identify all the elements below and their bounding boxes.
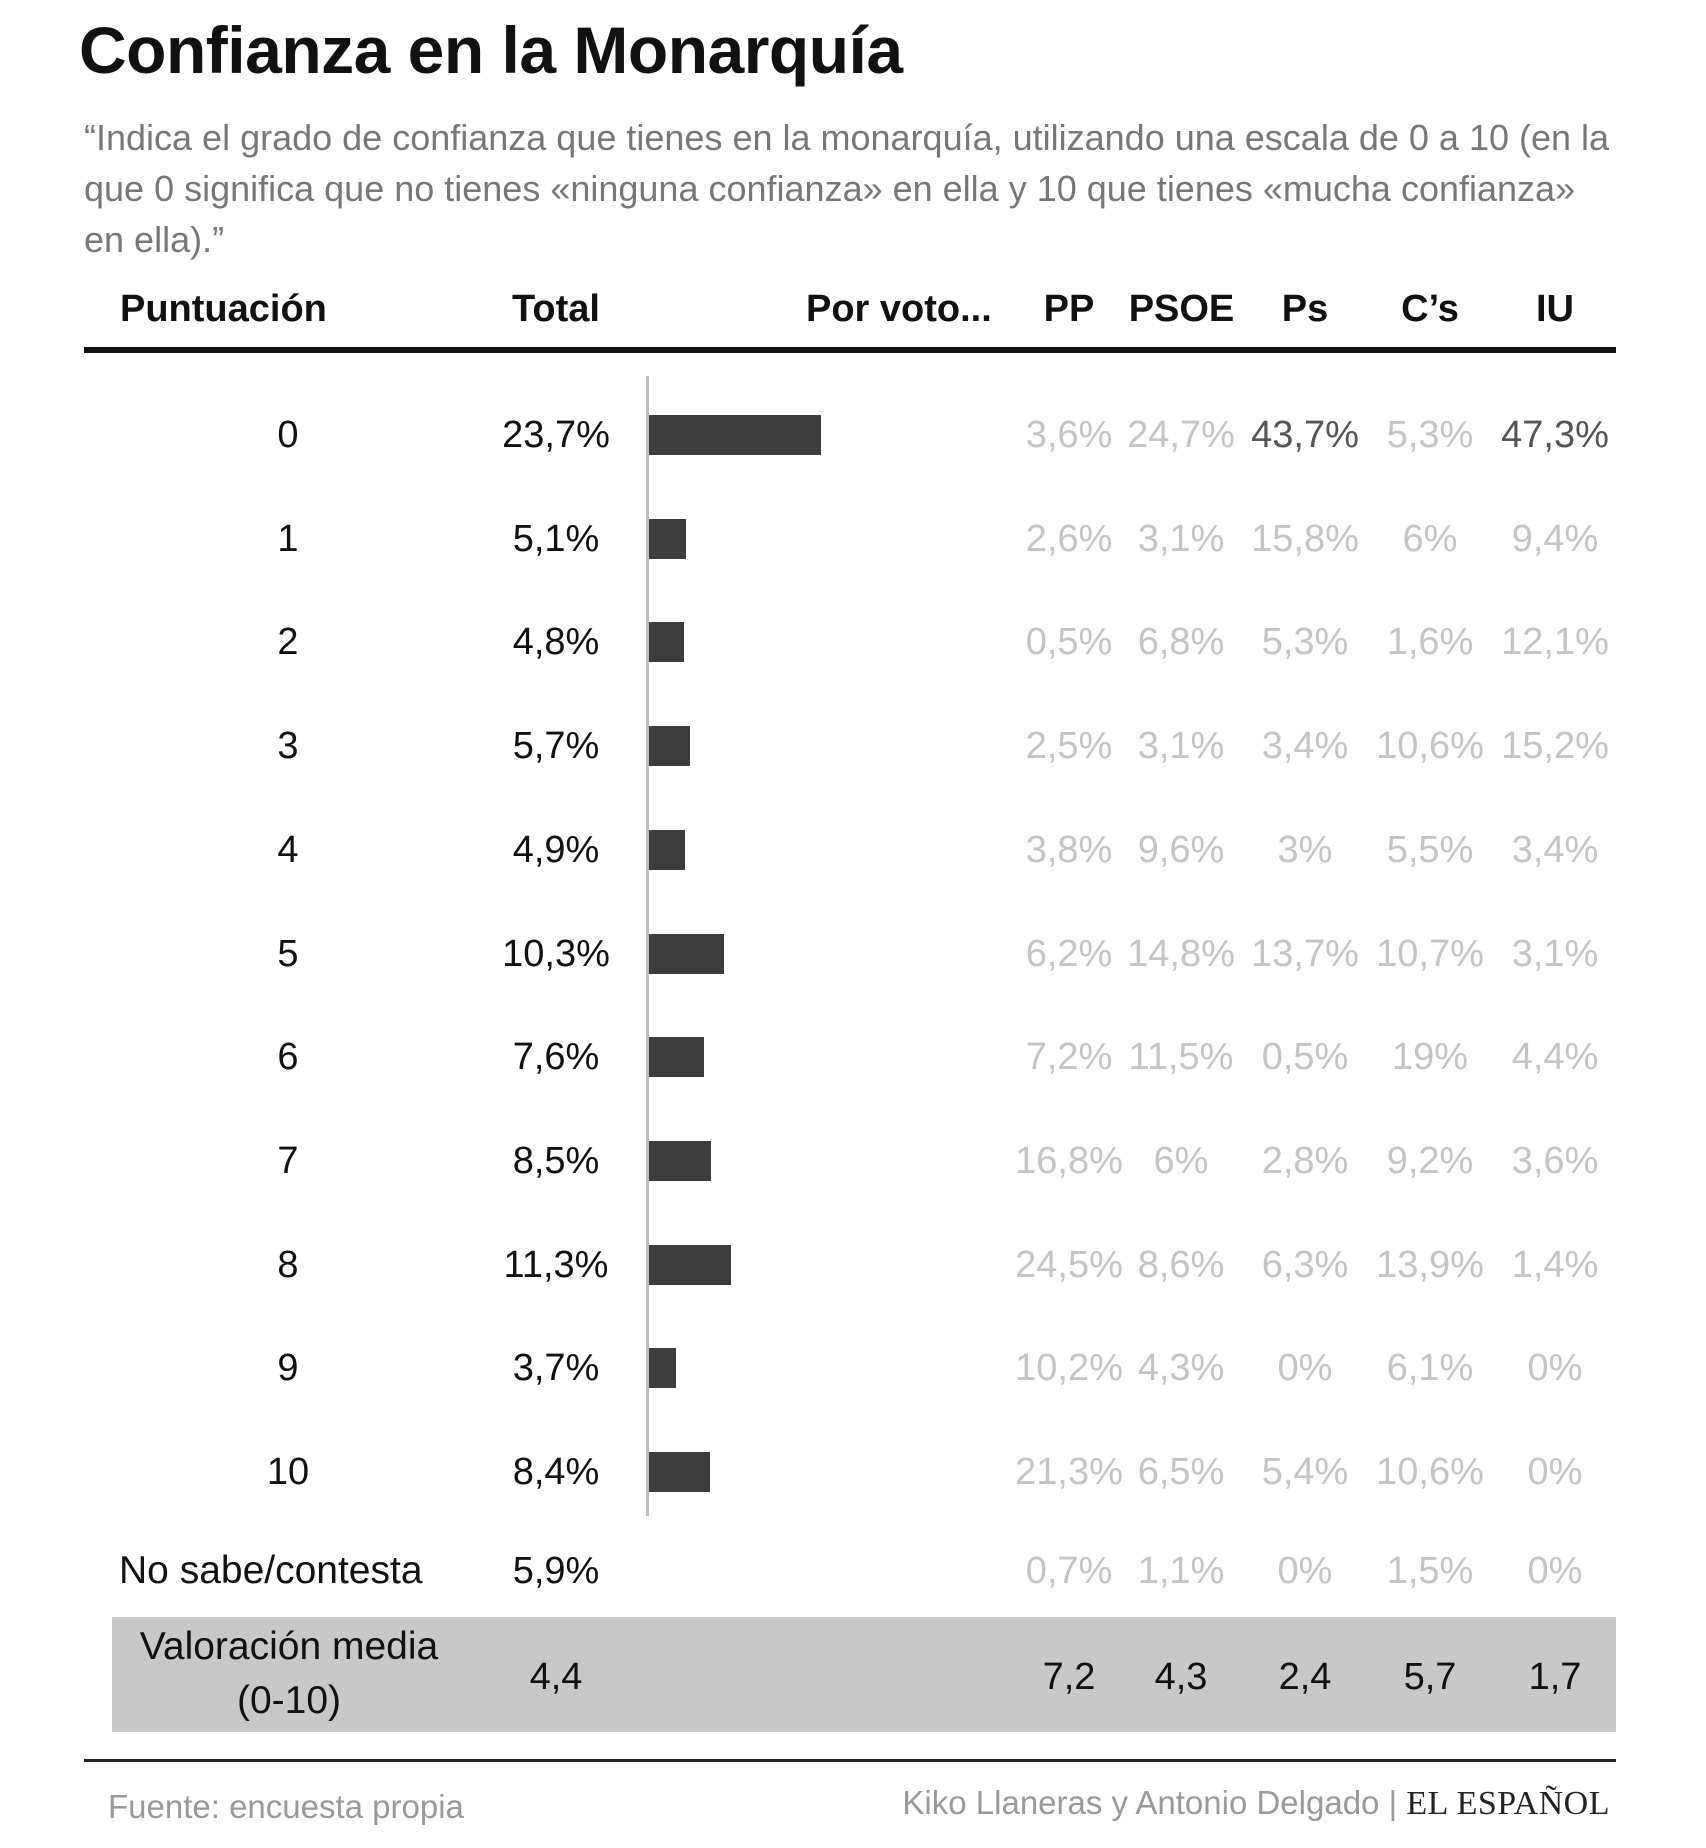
nsnc-row: [0, 1541, 1706, 1601]
party-value-iu: 0%: [1527, 1451, 1583, 1493]
table-row: [0, 1235, 1706, 1295]
bar: [649, 1141, 711, 1181]
nsnc-total: 5,9%: [512, 1550, 600, 1592]
source-note: Fuente: encuesta propia: [108, 1788, 464, 1825]
score-label: 1: [277, 518, 299, 560]
party-value-pp: 24,5%: [1015, 1244, 1123, 1286]
party-value-psoe: 3,1%: [1137, 518, 1225, 560]
bar: [649, 622, 684, 662]
table-row: [0, 716, 1706, 776]
party-value-iu: 12,1%: [1501, 621, 1609, 663]
party-value-pp: 2,5%: [1025, 725, 1113, 767]
bar: [649, 1452, 710, 1492]
credits: [902, 1784, 1610, 1823]
score-label: 7: [277, 1140, 299, 1182]
bar: [649, 1037, 704, 1077]
party-value-pp: 2,6%: [1025, 518, 1113, 560]
bar: [649, 519, 686, 559]
average-label-line2: (0-10): [236, 1679, 342, 1722]
party-value-psoe: 24,7%: [1127, 414, 1235, 456]
party-value-ps: 6,3%: [1261, 1244, 1349, 1286]
authors: Kiko Llaneras y Antonio Delgado |: [902, 1784, 1398, 1821]
total-value: 5,7%: [512, 725, 600, 767]
header-iu: IU: [1536, 288, 1574, 330]
header-by-vote: Por voto...: [806, 288, 992, 330]
party-value-cs: 5,3%: [1386, 414, 1474, 456]
party-value-iu: 0%: [1527, 1347, 1583, 1389]
chart-subtitle: “Indica el grado de confianza que tienes en la monarquía, utilizando una escala de 0 a 10 (en la que 0 significa que no tienes «ninguna confianza» en ella y 10 que tienes «mucha confianza» en ella).”: [84, 117, 1610, 260]
table-row: [0, 1131, 1706, 1191]
table-row: [0, 924, 1706, 984]
party-value-psoe: 11,5%: [1128, 1036, 1234, 1078]
average-iu: 1,7: [1528, 1656, 1582, 1698]
score-label: 3: [277, 725, 299, 767]
bar: [649, 1348, 676, 1388]
party-value-ps: 5,3%: [1261, 621, 1349, 663]
party-value-cs: 10,7%: [1376, 933, 1484, 975]
party-value-ps: 13,7%: [1251, 933, 1359, 975]
bar: [649, 726, 690, 766]
total-value: 4,8%: [512, 621, 600, 663]
footer-rule: [84, 1759, 1616, 1762]
party-value-ps: 15,8%: [1251, 518, 1359, 560]
party-value-psoe: 6,5%: [1137, 1451, 1225, 1493]
party-value-cs: 6,1%: [1386, 1347, 1474, 1389]
total-value: 7,6%: [512, 1036, 600, 1078]
brand-logo: EL ESPAÑOL: [1406, 1785, 1610, 1822]
average-label-line1: Valoración media: [139, 1625, 439, 1668]
nsnc-ps: 0%: [1277, 1550, 1333, 1592]
party-value-iu: 47,3%: [1501, 414, 1609, 456]
party-value-pp: 16,8%: [1015, 1140, 1123, 1182]
party-value-ps: 43,7%: [1251, 414, 1359, 456]
party-value-pp: 21,3%: [1015, 1451, 1123, 1493]
nsnc-cs: 1,5%: [1386, 1550, 1474, 1592]
score-label: 8: [277, 1244, 299, 1286]
party-value-iu: 9,4%: [1511, 518, 1599, 560]
party-value-iu: 3,4%: [1511, 829, 1599, 871]
party-value-psoe: 4,3%: [1137, 1347, 1225, 1389]
score-label: 0: [277, 414, 299, 456]
average-label: [112, 1620, 466, 1728]
score-label: 10: [266, 1451, 310, 1493]
table-row: [0, 509, 1706, 569]
score-label: 4: [277, 829, 299, 871]
score-label: 5: [277, 933, 299, 975]
average-psoe: 4,3: [1154, 1656, 1208, 1698]
nsnc-psoe: 1,1%: [1137, 1550, 1225, 1592]
header-rule: [84, 347, 1616, 353]
party-value-pp: 0,5%: [1025, 621, 1113, 663]
average-ps: 2,4: [1278, 1656, 1332, 1698]
header-cs: C’s: [1401, 288, 1459, 330]
average-pp: 7,2: [1042, 1656, 1096, 1698]
bar: [649, 830, 685, 870]
total-value: 23,7%: [502, 414, 610, 456]
party-value-ps: 0%: [1277, 1347, 1333, 1389]
header-pp: PP: [1043, 288, 1095, 330]
party-value-pp: 6,2%: [1025, 933, 1113, 975]
party-value-cs: 19%: [1391, 1036, 1469, 1078]
score-label: 9: [277, 1347, 299, 1389]
party-value-psoe: 8,6%: [1137, 1244, 1225, 1286]
total-value: 8,5%: [512, 1140, 600, 1182]
total-value: 8,4%: [512, 1451, 600, 1493]
header-total: Total: [512, 288, 600, 330]
party-value-cs: 1,6%: [1386, 621, 1474, 663]
header-score: Puntuación: [120, 288, 327, 330]
table-row: [0, 820, 1706, 880]
score-label: 6: [277, 1036, 299, 1078]
total-value: 11,3%: [503, 1244, 609, 1286]
total-value: 10,3%: [502, 933, 610, 975]
party-value-cs: 10,6%: [1376, 1451, 1484, 1493]
party-value-cs: 6%: [1402, 518, 1458, 560]
party-value-psoe: 6,8%: [1137, 621, 1225, 663]
party-value-pp: 3,6%: [1025, 414, 1113, 456]
total-value: 3,7%: [512, 1347, 600, 1389]
average-cs: 5,7: [1403, 1656, 1457, 1698]
party-value-ps: 0,5%: [1261, 1036, 1349, 1078]
header-psoe: PSOE: [1128, 288, 1235, 330]
bar: [649, 934, 724, 974]
party-value-cs: 10,6%: [1376, 725, 1484, 767]
bar: [649, 1245, 731, 1285]
nsnc-label: No sabe/contesta: [119, 1549, 423, 1592]
party-value-psoe: 6%: [1153, 1140, 1209, 1182]
table-row: [0, 1442, 1706, 1502]
party-value-psoe: 14,8%: [1127, 933, 1235, 975]
table-row: [0, 612, 1706, 672]
nsnc-pp: 0,7%: [1025, 1550, 1113, 1592]
party-value-cs: 9,2%: [1386, 1140, 1474, 1182]
party-value-iu: 3,6%: [1511, 1140, 1599, 1182]
party-value-iu: 1,4%: [1511, 1244, 1599, 1286]
party-value-ps: 3,4%: [1261, 725, 1349, 767]
table-row: [0, 1338, 1706, 1398]
header-ps: Ps: [1281, 288, 1329, 330]
chart-title: Confianza en la Monarquía: [79, 13, 903, 87]
party-value-pp: 7,2%: [1025, 1036, 1113, 1078]
party-value-ps: 5,4%: [1261, 1451, 1349, 1493]
party-value-ps: 3%: [1277, 829, 1333, 871]
table-row: [0, 1027, 1706, 1087]
average-total: 4,4: [529, 1656, 583, 1698]
bar: [649, 415, 821, 455]
nsnc-iu: 0%: [1527, 1550, 1583, 1592]
table-row: [0, 405, 1706, 465]
party-value-cs: 5,5%: [1386, 829, 1474, 871]
party-value-iu: 4,4%: [1511, 1036, 1599, 1078]
total-value: 4,9%: [512, 829, 600, 871]
party-value-ps: 2,8%: [1261, 1140, 1349, 1182]
party-value-iu: 3,1%: [1511, 933, 1599, 975]
score-label: 2: [277, 621, 299, 663]
party-value-psoe: 9,6%: [1137, 829, 1225, 871]
party-value-iu: 15,2%: [1501, 725, 1609, 767]
party-value-cs: 13,9%: [1376, 1244, 1484, 1286]
party-value-pp: 10,2%: [1015, 1347, 1123, 1389]
total-value: 5,1%: [512, 518, 600, 560]
party-value-psoe: 3,1%: [1137, 725, 1225, 767]
party-value-pp: 3,8%: [1025, 829, 1113, 871]
